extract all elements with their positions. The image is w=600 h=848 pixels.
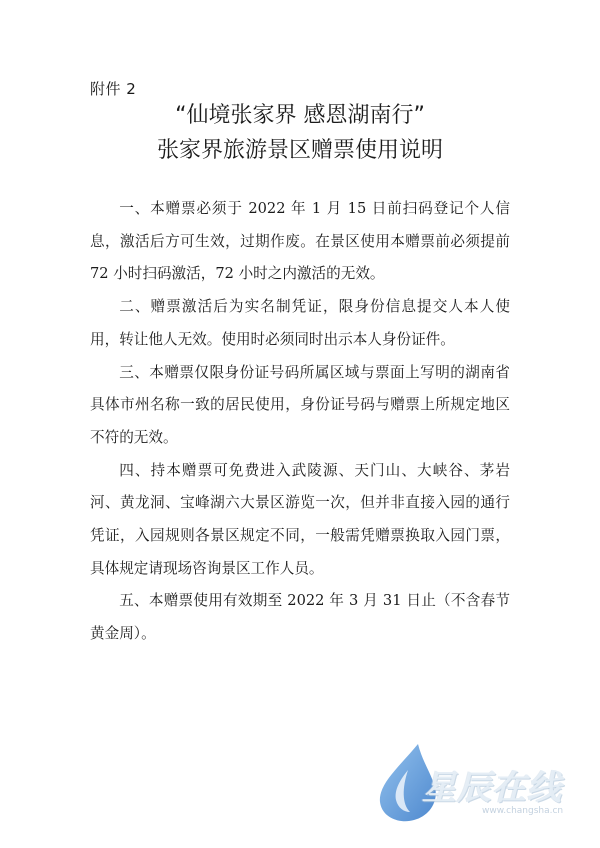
document-title-line1: “仙境张家界 感恩湖南行”: [175, 103, 425, 128]
document-title-line2: 张家界旅游景区赠票使用说明: [156, 138, 443, 163]
watermark-url: www.changsha.cn: [482, 806, 564, 816]
paragraph-5: 五、本赠票使用有效期至 2022 年 3 月 31 日止（不含春节黄金周）。: [90, 592, 510, 643]
document-body: [90, 193, 510, 651]
paragraph-2: 二、赠票激活后为实名制凭证，限身份信息提交人本人使用，转让他人无效。使用时必须同时出示本人身份证件。: [90, 298, 510, 348]
paragraph-1: 一、本赠票必须于 2022 年 1 月 15 日前扫码登记个人信息，激活后方可生效，过期作废。在景区使用本赠票前必须提前 72 小时扫码激活，72 小时之内激活的无效。: [90, 200, 510, 283]
paragraph-3: 三、本赠票仅限身份证号码所属区域与票面上写明的湖南省具体市州名称一致的居民使用，身份证号码与赠票上所规定地区不符的无效。: [90, 363, 510, 446]
attachment-label: 附件 2: [90, 80, 137, 98]
watermark: [370, 740, 570, 830]
watermark-brand: 星辰在线: [422, 768, 562, 808]
paragraph-4: 四、持本赠票可免费进入武陵源、天门山、大峡谷、茅岩河、黄龙洞、宝峰湖六大景区游览一次，但并非直接入园的通行凭证，入园规则各景区规定不同，一般需凭赠票换取入园门票，具体规定请现场咨询景区工作人员。: [90, 461, 510, 577]
